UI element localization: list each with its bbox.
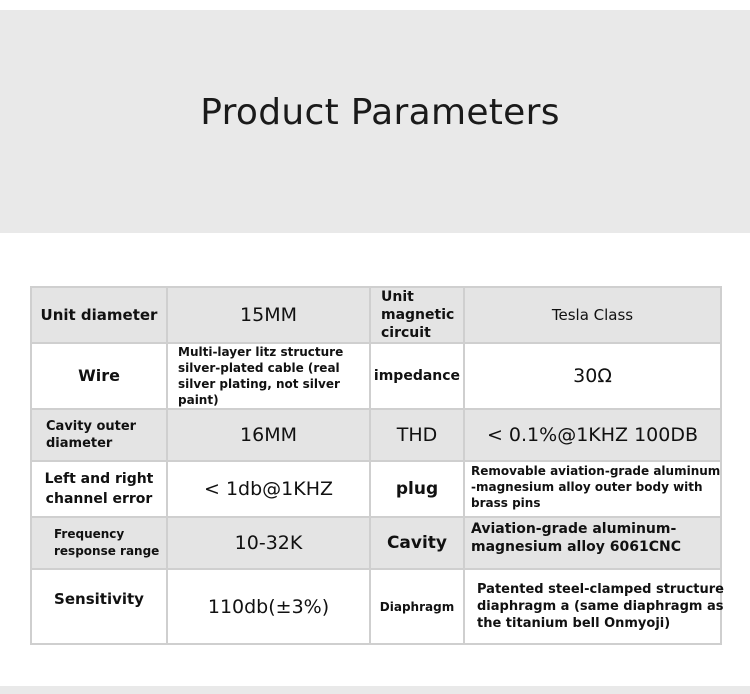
- spec-value-cell: [464, 517, 721, 569]
- table-row: [31, 343, 721, 409]
- spec-label-cell: [31, 409, 167, 461]
- spec-label: impedance: [373, 368, 461, 384]
- spec-label-cell: [31, 461, 167, 517]
- spec-label: Cavity outer diameter: [46, 419, 137, 451]
- spec-label: Unit magnetic circuit: [381, 289, 455, 341]
- table-row: [31, 569, 721, 644]
- spec-value-cell: [167, 287, 370, 343]
- spec-value-cell: [167, 409, 370, 461]
- spec-value: 16MM: [240, 424, 297, 446]
- spec-label: Frequency response range: [54, 527, 160, 558]
- table-row: [31, 517, 721, 569]
- page-title: Product Parameters: [200, 92, 560, 133]
- footer-band: [0, 686, 750, 694]
- spec-label-cell: [31, 569, 167, 644]
- spec-label-cell: [370, 461, 464, 517]
- spec-value-cell: [167, 461, 370, 517]
- spec-value: Patented steel-clamped structure diaphragm a (same diaphragm as the titanium bell Onmyoji): [477, 582, 724, 631]
- spec-label: plug: [395, 479, 439, 499]
- spec-value: 10-32K: [234, 532, 303, 554]
- table-row: [31, 287, 721, 343]
- spec-value: Removable aviation-grade aluminum -magnesium alloy outer body with brass pins: [471, 464, 721, 510]
- spec-label: Wire: [78, 366, 120, 385]
- spec-value: Aviation-grade aluminum-magnesium alloy 6061CNC: [471, 521, 681, 555]
- spec-label: Left and right channel error: [44, 471, 154, 507]
- spec-label-cell: [370, 343, 464, 409]
- spec-value: 15MM: [240, 304, 297, 326]
- spec-value-cell: [464, 409, 721, 461]
- spec-label: Sensitivity: [54, 589, 144, 608]
- spec-value: 30Ω: [573, 365, 612, 387]
- table-row: [31, 409, 721, 461]
- spec-value-cell: [464, 287, 721, 343]
- table-row: [31, 461, 721, 517]
- spec-value-cell: [167, 343, 370, 409]
- spec-label-cell: [31, 517, 167, 569]
- spec-label-cell: [31, 343, 167, 409]
- spec-label-cell: [370, 409, 464, 461]
- spec-label-cell: [370, 569, 464, 644]
- spec-label-cell: [31, 287, 167, 343]
- spec-value: < 1db@1KHZ: [203, 478, 334, 500]
- spec-value-cell: [167, 569, 370, 644]
- spec-value-cell: [167, 517, 370, 569]
- spec-value: Tesla Class: [551, 306, 634, 324]
- spec-value: Multi-layer litz structure silver-plated cable (real silver plating, not silver paint): [178, 345, 344, 407]
- spec-label-cell: [370, 287, 464, 343]
- spec-value-cell: [464, 461, 721, 517]
- spec-label-cell: [370, 517, 464, 569]
- spec-label: Diaphragm: [379, 599, 455, 614]
- spec-value-cell: [464, 569, 724, 644]
- spec-value-cell: [464, 343, 721, 409]
- spec-value: 110db(±3%): [207, 595, 330, 618]
- spec-label: Cavity: [386, 533, 448, 553]
- spec-label: Unit diameter: [40, 306, 158, 324]
- spec-table: [30, 286, 722, 645]
- spec-value: < 0.1%@1KHZ 100DB: [486, 424, 699, 446]
- spec-label: THD: [396, 424, 438, 446]
